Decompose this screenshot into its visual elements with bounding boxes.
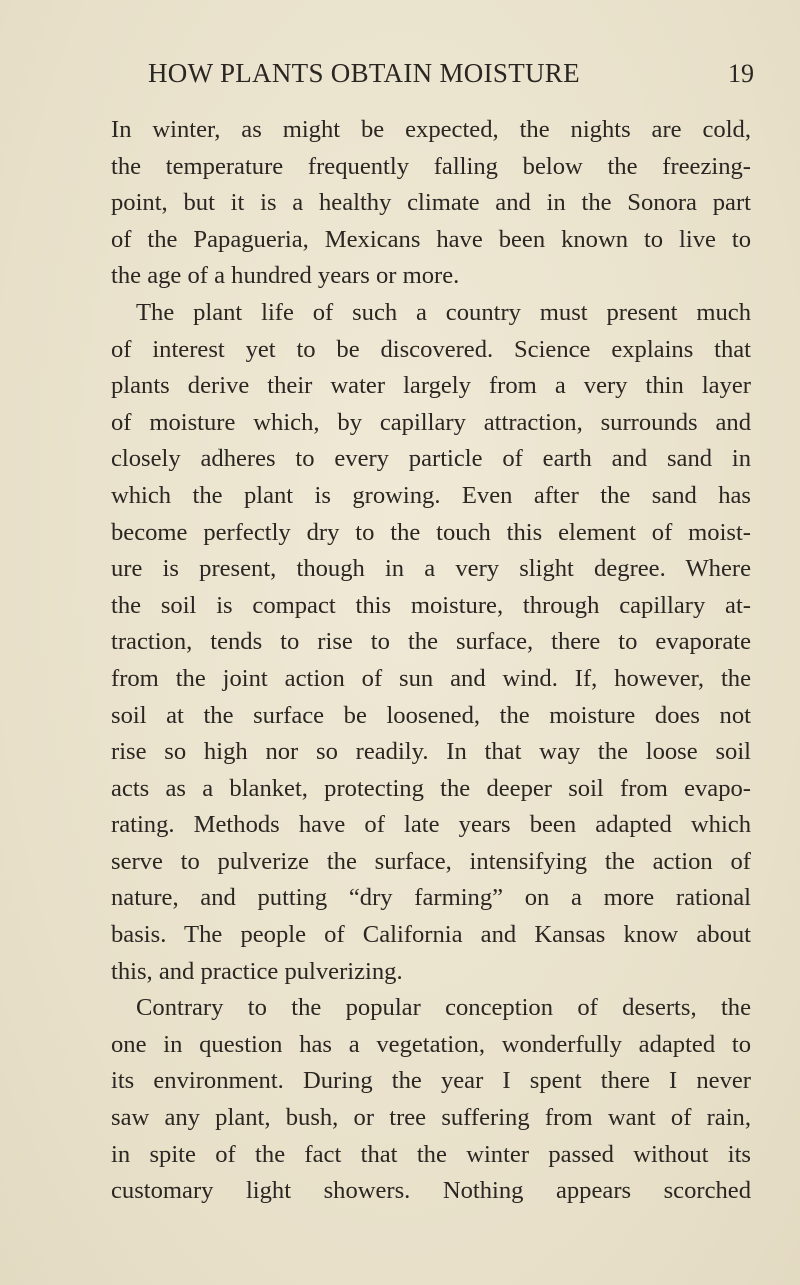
text-line: acts as a blanket, protecting the deeper soil from evapo- <box>111 774 751 802</box>
page-number: 19 <box>728 59 754 88</box>
text-line: In winter, as might be expected, the nights are cold, <box>111 116 751 143</box>
text-line: of moisture which, by capillary attraction, surrounds and <box>111 408 751 436</box>
text-line: one in question has a vegetation, wonderfully adapted to <box>111 1030 751 1058</box>
text-line: point, but it is a healthy climate and in the Sonora part <box>111 189 751 217</box>
text-line: basis. The people of California and Kansas know about <box>111 921 751 949</box>
text-line: plants derive their water largely from a very thin layer <box>111 372 751 400</box>
text-line: the soil is compact this moisture, through capillary at- <box>111 591 751 619</box>
body-text <box>111 112 751 1210</box>
text-line: this, and practice pulverizing. <box>111 957 403 985</box>
text-line: the age of a hundred years or more. <box>111 262 460 290</box>
text-line: Contrary to the popular conception of deserts, the <box>136 994 751 1022</box>
text-line: from the joint action of sun and wind. If, however, the <box>111 664 751 692</box>
text-line: rise so high nor so readily. In that way the loose soil <box>111 738 751 766</box>
text-line: saw any plant, bush, or tree suffering from want of rain, <box>111 1104 751 1132</box>
text-line: of the Papagueria, Mexicans have been known to live to <box>111 225 751 253</box>
text-line: The plant life of such a country must present much <box>136 298 751 326</box>
text-line: serve to pulverize the surface, intensifying the action of <box>111 847 751 875</box>
text-line: nature, and putting “dry farming” on a more rational <box>111 884 751 912</box>
text-line: ure is present, though in a very slight degree. Where <box>111 555 751 583</box>
text-line: become perfectly dry to the touch this element of moist- <box>111 518 751 546</box>
text-line: the temperature frequently falling below the freezing- <box>111 152 751 180</box>
page-header <box>110 58 754 98</box>
text-line: rating. Methods have of late years been adapted which <box>111 811 751 839</box>
text-line: of interest yet to be discovered. Science explains that <box>111 335 751 363</box>
text-line: which the plant is growing. Even after the sand has <box>111 481 751 509</box>
text-line: soil at the surface be loosened, the moisture does not <box>111 701 751 729</box>
text-line: closely adheres to every particle of earth and sand in <box>111 445 751 473</box>
text-line: customary light showers. Nothing appears scorched <box>111 1177 751 1205</box>
running-head: HOW PLANTS OBTAIN MOISTURE <box>148 58 580 88</box>
text-line: traction, tends to rise to the surface, there to evaporate <box>111 628 751 656</box>
text-line: in spite of the fact that the winter passed without its <box>111 1140 751 1168</box>
text-line: its environment. During the year I spent there I never <box>111 1067 751 1095</box>
